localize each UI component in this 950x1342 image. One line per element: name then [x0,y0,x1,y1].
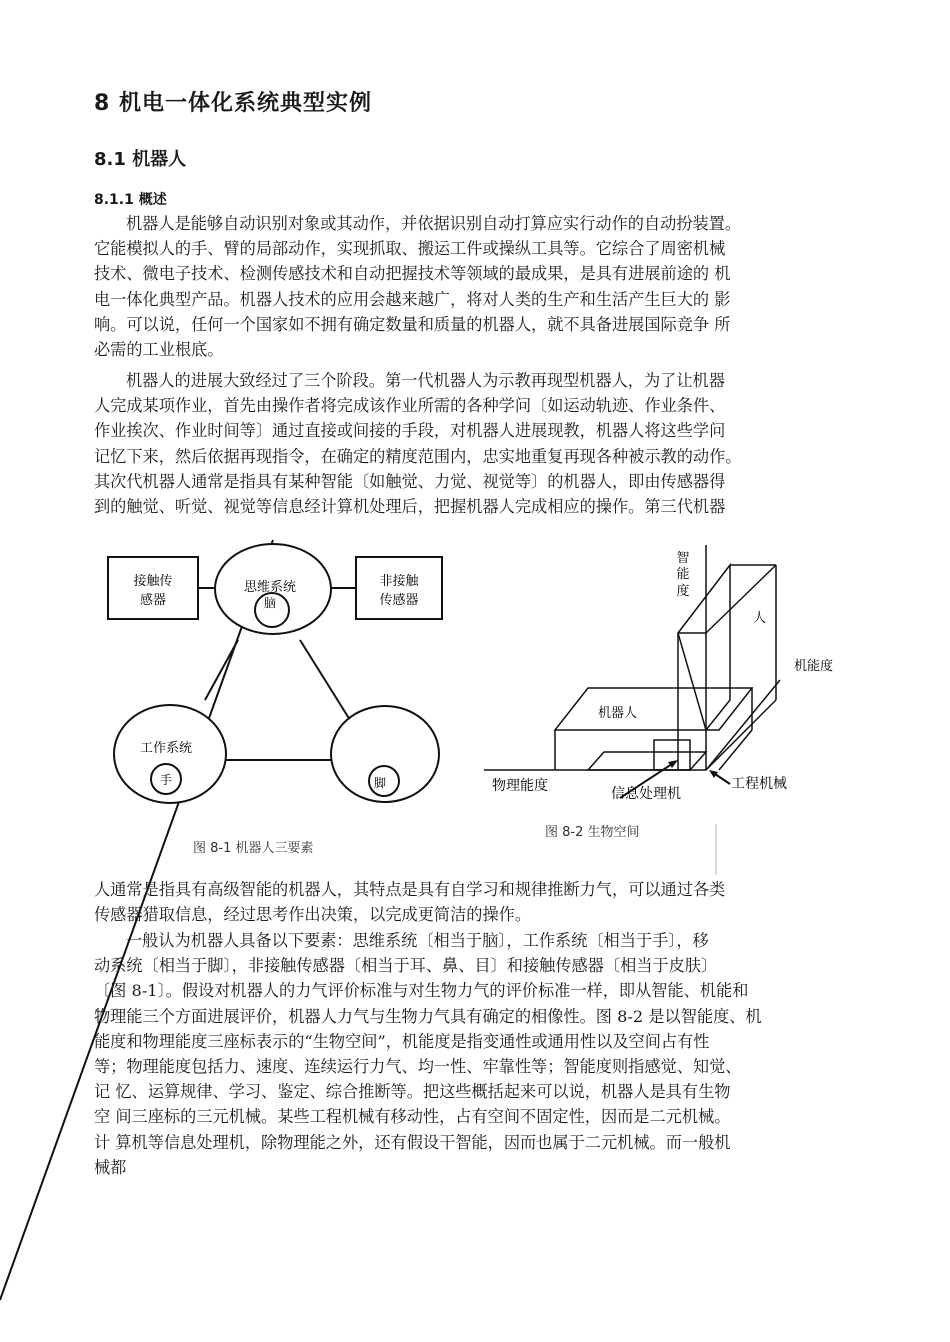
paragraph-line: 动系统〔相当于脚〕，非接触传感器〔相当于耳、鼻、目〕和接触传感器〔相当于皮肤〕 [94,956,718,976]
contact-sensor-label: 感器 [139,593,167,608]
axis-intelligence-label: 智 [676,551,690,566]
paragraph-line: 机器人的进展大致经过了三个阶段。第一代机器人为示教再现型机器人，为了让机器 [126,371,725,390]
figure-8-1 [0,540,480,870]
paragraph-1 [94,211,850,362]
paragraph-line: 传感器猎取信息，经过思考作出决策，以完成更简洁的操作。 [94,905,532,925]
paragraph-2 [94,368,850,519]
thinking-system-label: 思维系统 [243,580,297,595]
paragraph-line: 记 忆、运算规律、学习、鉴定、综合推断等。把这些概括起来可以说，机器人是具有生物 [94,1082,731,1102]
hand-label: 手 [159,773,173,787]
mechanical-axis [706,680,780,770]
paragraph-line: 记忆下来，然后依据再现指令，在确定的精度范围内，忠实地重复再现各种被示教的动作。 [94,446,742,466]
paragraph-line: 〔图 8-1〕。假设对机器人的力气评价标准与对生物力气的评价标准一样，即从智能、机能和 [94,981,749,1001]
robot-box-bottom-edge [719,730,752,770]
paragraph-line: 一般认为机器人具备以下要素：思维系统〔相当于脑〕，工作系统〔相当于手〕，移 [126,931,709,950]
paragraph-line: 其次代机器人通常是指具有某种智能〔如触觉、力觉、视觉等〕的机器人，即由传感器得 [94,471,726,491]
info-processor-top [588,752,706,770]
figure-8-2 [480,540,834,880]
paragraph-line: 空 间三座标的三元机械。某些工程机械有移动性，占有空间不固定性，因而是二元机械。 [94,1107,731,1127]
paragraph-line: 机器人是能够自动识别对象或其动作，并依据识别自动打算应实行动作的自动扮装置。 [126,214,742,233]
axis-intelligence-label: 能 [676,567,690,582]
axis-intelligence-label: 度 [676,584,690,599]
brain-label: 脑 [263,596,277,610]
paragraph-line: 物理能三个方面进展评价，机器人力气与生物力气具有确定的相像性。图 8-2 是以智能度、机 [94,1006,762,1026]
paragraph-line: 必需的工业根底。 [94,340,224,360]
paragraph-4 [94,928,850,1180]
paragraph-line: 响。可以说，任何一个国家如不拥有确定数量和质量的机器人，就不具备进展国际竞争 所 [94,314,731,334]
figure-8-2-caption: 图 8-2 生物空间 [545,825,640,840]
paragraph-line: 作业挨次、作业时间等〕通过直接或间接的手段，对机器人进展现教，机器人将这些学问 [94,421,726,441]
chapter-title: 8 机电一体化系统典型实例 [94,91,372,116]
paragraph-line: 人通常是指具有高级智能的机器人，其特点是具有自学习和规律推断力气，可以通过各类 [94,880,726,899]
work-system-label: 工作系统 [139,741,193,756]
subsection-title: 8.1.1 概述 [94,192,167,208]
figure-8-1-caption: 图 8-1 机器人三要素 [193,841,314,856]
human-box-bottom [706,700,776,770]
noncontact-sensor-label: 非接触 [379,574,419,589]
triangle-edge-left [205,640,238,700]
robot-label: 机器人 [598,706,638,721]
paragraph-line: 计 算机等信息处理机，除物理能之外，还有假设干智能，因而也属于二元机械。而一般机 [94,1132,731,1152]
paragraph-line: 能度和物理能度三座标表示的“生物空间”，机能度是指变通性或通用性以及空间占有性 [94,1031,710,1051]
paragraph-line: 等；物理能度包括力、速度、连续运行力气、均一性、牢靠性等；智能度则指感觉、知觉、 [94,1057,742,1077]
arrow-head [709,770,718,778]
paragraph-line: 人完成某项作业，首先由操作者将完成该作业所需的各种学问〔如运动轨迹、作业条件、 [94,396,726,416]
info-processor-label: 信息处理机 [611,786,681,802]
section-title: 8.1 机器人 [94,149,187,170]
paragraph-3 [94,877,850,927]
foot-label: 脚 [373,776,387,790]
paragraph-line: 技术、微电子技术、检测传感技术和自动把握技术等领域的最成果，是具有进展前途的 机 [94,264,731,284]
human-label: 人 [753,611,767,626]
engineering-machine-label: 工程机械 [731,776,787,792]
noncontact-sensor-label: 传感器 [379,593,419,608]
paragraph-line: 械都 [94,1157,127,1177]
contact-sensor-label: 接触传 [133,574,173,589]
triangle-edge-right [300,640,350,720]
paragraph-line: 到的触觉、听觉、视觉等信息经计算机处理后，把握机器人完成相应的操作。第三代机器 [94,497,726,517]
mechanical-ability-label: 机能度 [794,659,834,674]
arrow-head [668,760,678,768]
paragraph-line: 电一体化典型产品。机器人技术的应用会越来越广，将对人类的生产和生活产生巨大的 影 [94,289,731,309]
physical-ability-label: 物理能度 [492,778,548,794]
paragraph-line: 它能模拟人的手、臂的局部动作，实现抓取、搬运工件或操纵工具等。它综合了周密机械 [94,239,726,259]
